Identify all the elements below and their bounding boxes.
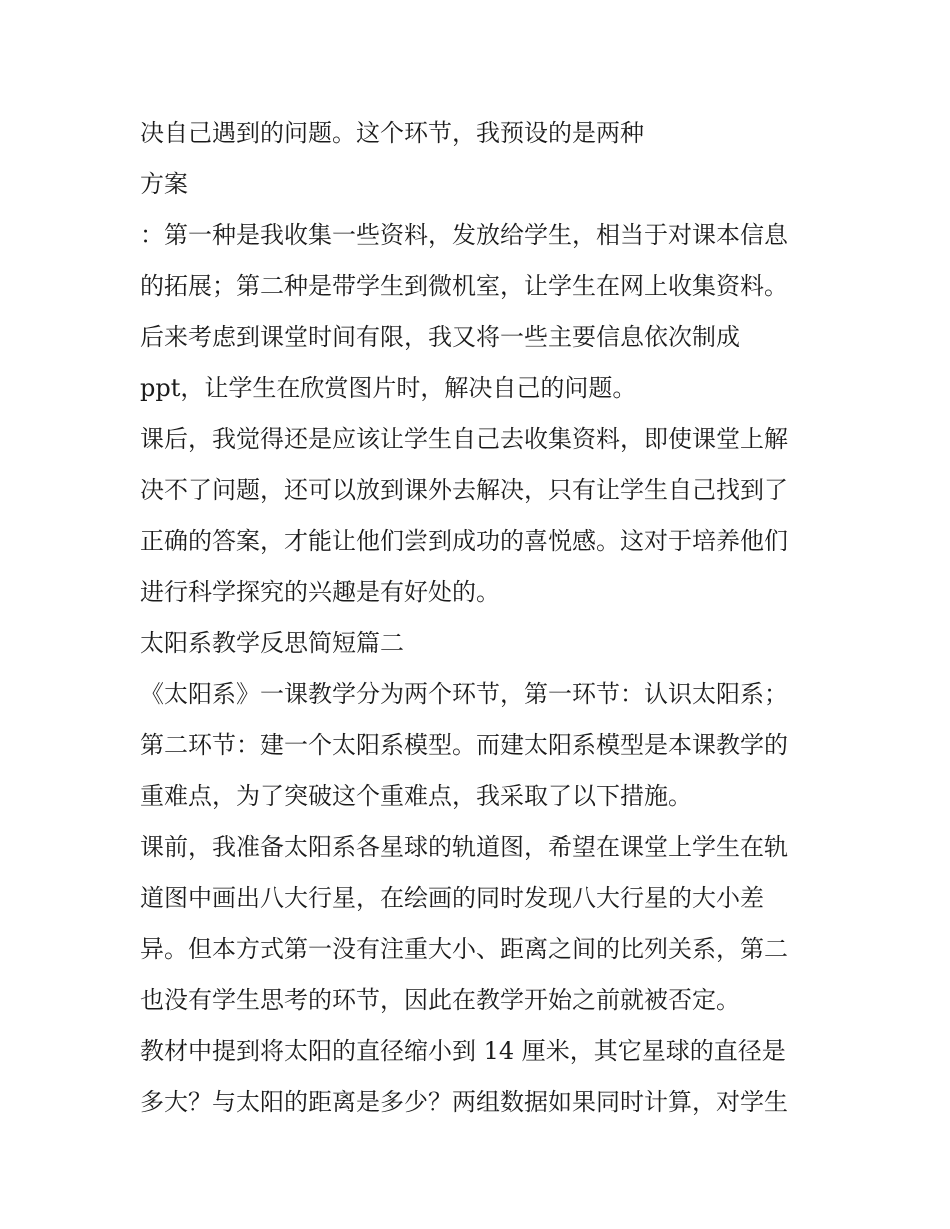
text-line: 课前，我准备太阳系各星球的轨道图，希望在课堂上学生在轨 xyxy=(140,833,788,861)
text-line: 重难点，为了突破这个重难点，我采取了以下措施。 xyxy=(140,782,692,810)
section-heading: 太阳系教学反思简短篇二 xyxy=(140,629,404,657)
text-line: 课后，我觉得还是应该让学生自己去收集资料，即使课堂上解 xyxy=(140,425,788,453)
text-line: ppt，让学生在欣赏图片时，解决自己的问题。 xyxy=(140,374,637,402)
document-body xyxy=(140,108,830,1128)
text-line: 后来考虑到课堂时间有限，我又将一些主要信息依次制成 xyxy=(140,323,740,351)
text-line: ：第一种是我收集一些资料，发放给学生，相当于对课本信息 xyxy=(140,221,788,249)
text-line: 《太阳系》一课教学分为两个环节，第一环节：认识太阳系； xyxy=(140,680,788,708)
text-line: 方案 xyxy=(140,170,188,198)
text-line: 正确的答案，才能让他们尝到成功的喜悦感。这对于培养他们 xyxy=(140,527,788,555)
text-line: 第二环节：建一个太阳系模型。而建太阳系模型是本课教学的 xyxy=(140,731,788,759)
text-line: 多大？与太阳的距离是多少？两组数据如果同时计算，对学生 xyxy=(140,1088,788,1116)
text-line: 的拓展；第二种是带学生到微机室，让学生在网上收集资料。 xyxy=(140,272,788,300)
text-line: 也没有学生思考的环节，因此在教学开始之前就被否定。 xyxy=(140,986,740,1014)
text-line: 决不了问题，还可以放到课外去解决，只有让学生自己找到了 xyxy=(140,476,788,504)
text-line: 道图中画出八大行星，在绘画的同时发现八大行星的大小差 xyxy=(140,884,764,912)
text-line: 进行科学探究的兴趣是有好处的。 xyxy=(140,578,500,606)
text-line: 异。但本方式第一没有注重大小、距离之间的比列关系，第二 xyxy=(140,935,788,963)
text-line: 决自己遇到的问题。这个环节，我预设的是两种 xyxy=(140,119,644,147)
text-line: 教材中提到将太阳的直径缩小到 14 厘米，其它星球的直径是 xyxy=(140,1037,786,1065)
